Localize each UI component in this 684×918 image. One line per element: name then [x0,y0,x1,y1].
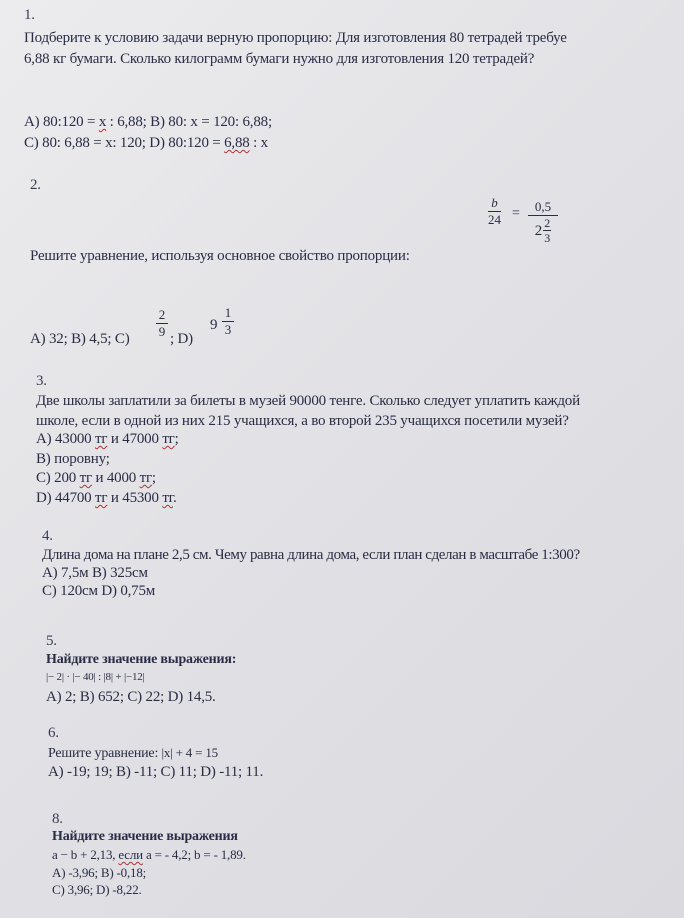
question-6-number: 6. [48,725,59,741]
question-4-options-line2: С) 120см D) 0,75м [42,583,156,599]
option-d-fraction: 1 3 [222,306,234,337]
question-4-options-line1: А) 7,5м В) 325см [42,565,148,581]
option-d-whole: 9 [210,317,218,333]
question-2-text: Решите уравнение, используя основное свойство пропорции: [30,248,410,264]
question-5-expression: |− 2| · |− 40| : |8| + |−12| [46,671,145,683]
question-2-number: 2. [30,177,41,193]
eq-equals: = [512,206,520,221]
option-d-label: ; D) [170,331,193,347]
question-3-number: 3. [36,373,47,389]
question-3-option-d: D) 44700 тг и 45300 тг. [36,490,177,506]
question-8-expression: a − b + 2,13, если a = - 4,2; b = - 1,89. [52,847,246,862]
question-6-text: Решите уравнение: |x| + 4 = 15 [48,745,218,761]
question-1-number: 1. [24,7,35,23]
question-2-options: А) 32; В) 4,5; С) [30,331,130,347]
eq-left-fraction: b 24 [488,195,501,227]
question-8-number: 8. [52,811,63,827]
question-8-options-line1: А) -3,96; В) -0,18; [52,865,147,880]
question-5-options: А) 2; В) 652; С) 22; D) 14,5. [46,689,216,705]
question-6-equation: |x| + 4 = 15 [161,745,218,760]
question-3-text-line2: школе, если в одной из них 215 учащихся, а во второй 235 учащихся посетили музей? [36,413,569,429]
question-4-text: Длина дома на плане 2,5 см. Чему равна длина дома, если план сделан в масштабе 1:300? [42,547,580,563]
question-6-options: А) -19; 19; В) -11; С) 11; D) -11; 11. [48,764,264,780]
option-c-fraction: 2 9 [156,308,168,339]
question-3-option-a: А) 43000 тг и 47000 тг; [36,431,179,447]
question-5-title: Найдите значение выражения: [46,652,237,667]
question-8-options-line2: С) 3,96; D) -8,22. [52,882,142,897]
question-1-text-line2: 6,88 кг бумаги. Сколько килограмм бумаги нужно для изготовления 120 тетрадей? [24,51,535,67]
question-4-number: 4. [42,528,53,544]
question-3-text-line1: Две школы заплатили за билеты в музей 90000 тенге. Сколько следует уплатить каждой [36,393,580,409]
question-1-options-line2: С) 80: 6,88 = х: 120; D) 80:120 = 6,88 : х [24,135,268,151]
question-8-title: Найдите значение выражения [52,829,238,844]
question-3-option-b: В) поровну; [36,451,110,467]
question-1-text-line1: Подберите к условию задачи верную пропорцию: Для изготовления 80 тетрадей требуе [24,30,567,46]
question-3-option-c: С) 200 тг и 4000 тг; [36,470,156,486]
question-1-options-line1: А) 80:120 = х : 6,88; В) 80: х = 120: 6,88; [24,114,272,130]
eq-right-fraction: 0,5 2 2 3 [528,200,558,244]
question-5-number: 5. [46,633,57,649]
